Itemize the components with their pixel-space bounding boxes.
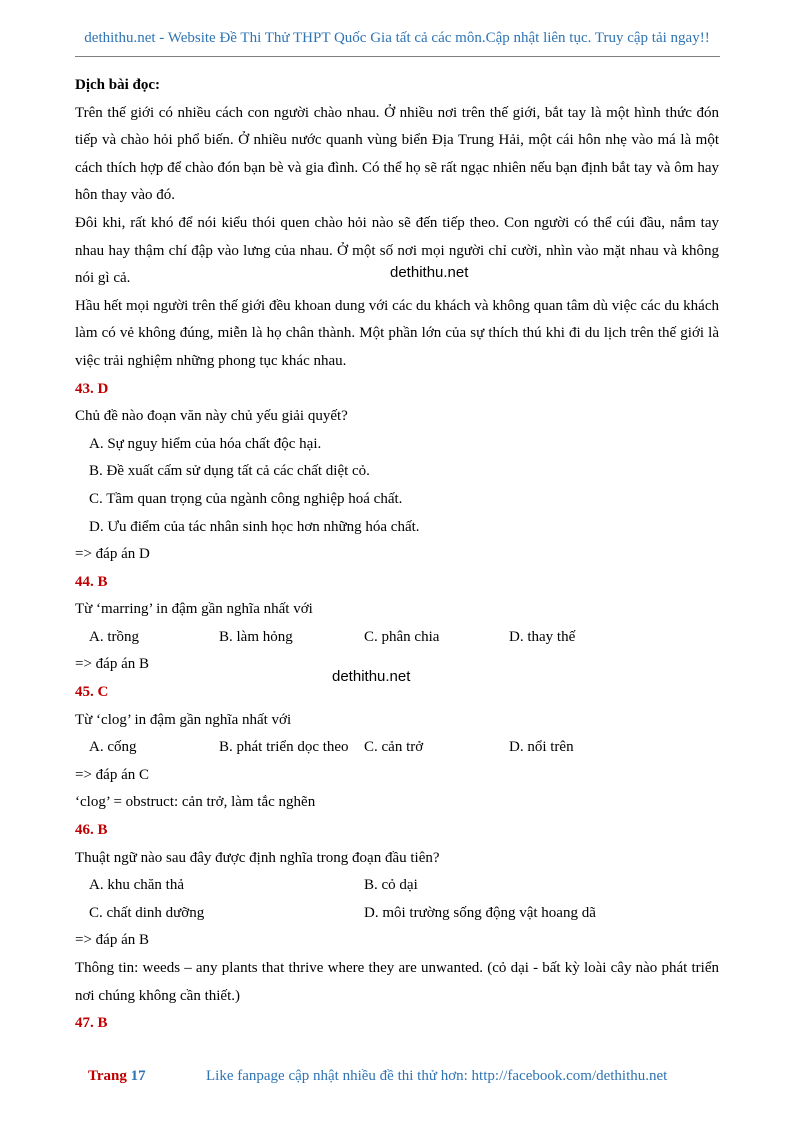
answer-options-row bbox=[75, 734, 719, 762]
question-heading: 47. B bbox=[75, 1015, 108, 1032]
answer-option: B. làm hỏng bbox=[219, 628, 293, 645]
question-text: Từ ‘clog’ in đậm gần nghĩa nhất với bbox=[75, 711, 292, 728]
page-header: dethithu.net - Website Đề Thi Thử THPT Quốc Gia tất cả các môn.Cập nhật liên tục. Truy cập tải ngay!! bbox=[84, 30, 710, 46]
page-content bbox=[75, 72, 719, 1038]
explanation-note: ‘clog’ = obstruct: cản trở, làm tắc nghẽn bbox=[75, 794, 316, 811]
translation-title: Dịch bài đọc: bbox=[75, 77, 161, 93]
page-label: Trang bbox=[88, 1068, 127, 1084]
question-text: Thuật ngữ nào sau đây được định nghĩa trong đoạn đầu tiên? bbox=[75, 849, 440, 866]
header-divider bbox=[75, 56, 720, 57]
answer-option: A. Sự nguy hiểm của hóa chất độc hại. bbox=[89, 435, 322, 452]
answer-key: => đáp án B bbox=[75, 656, 149, 673]
answer-key: => đáp án D bbox=[75, 546, 150, 563]
answer-option: C. Tầm quan trọng của ngành công nghiệp hoá chất. bbox=[89, 490, 403, 507]
answer-option: C. chất dinh dưỡng bbox=[89, 904, 205, 921]
translation-paragraph: Trên thế giới có nhiều cách con người chào nhau. Ở nhiều nơi trên thế giới, bắt tay là một hình thức đón tiếp và chào hỏi phổ biến. Ở nhiều nước quanh vùng biển Địa Trung Hải, một cái hôn nhẹ vào má là một cách thích hợp để chào đón bạn bè và gia đình. Có thể họ sẽ rất ngạc nhiên nếu bạn định bắt tay và ôm hay hôn thay vào đó. bbox=[75, 104, 719, 204]
question-text: Chủ đề nào đoạn văn này chủ yếu giải quyết? bbox=[75, 408, 348, 425]
answer-option: B. cỏ dại bbox=[364, 877, 418, 894]
answer-option: D. nổi trên bbox=[509, 739, 574, 756]
watermark: dethithu.net bbox=[332, 668, 411, 685]
answer-options-row bbox=[75, 900, 719, 928]
fanpage-link[interactable]: Like fanpage cập nhật nhiều đề thi thử hơn: http://facebook.com/dethithu.net bbox=[206, 1068, 668, 1084]
answer-options-row bbox=[75, 872, 719, 900]
answer-option: D. Ưu điểm của tác nhân sinh học hơn những hóa chất. bbox=[89, 518, 420, 535]
page-indicator bbox=[88, 1068, 146, 1085]
question-heading: 46. B bbox=[75, 822, 108, 839]
page-footer bbox=[0, 1068, 794, 1090]
answer-option: B. phát triển dọc theo bbox=[219, 739, 349, 756]
page-number: 17 bbox=[130, 1068, 146, 1084]
answer-key: => đáp án B bbox=[75, 932, 149, 949]
answer-options-row bbox=[75, 624, 719, 652]
question-heading: 43. D bbox=[75, 380, 109, 397]
answer-option: C. phân chia bbox=[364, 628, 440, 645]
watermark: dethithu.net bbox=[390, 264, 469, 281]
answer-option: D. thay thế bbox=[509, 628, 576, 645]
explanation-note: Thông tin: weeds – any plants that thrive where they are unwanted. (cỏ dại - bất kỳ loài cây nào phát triển nơi chúng không cần thiết.) bbox=[75, 960, 719, 1004]
question-heading: 44. B bbox=[75, 573, 108, 590]
answer-option: D. môi trường sống động vật hoang dã bbox=[364, 904, 596, 921]
answer-option: A. khu chăn thả bbox=[89, 877, 184, 894]
translation-paragraph: Đôi khi, rất khó để nói kiểu thói quen chào hỏi nào sẽ đến tiếp theo. Con người có thể cúi đầu, nắm tay nhau hay thậm chí đập vào lưng của nhau. Ở một số nơi mọi người chỉ cười, nhìn vào mặt nhau và không nói gì cả. bbox=[75, 214, 719, 287]
answer-option: C. cản trở bbox=[364, 739, 424, 756]
question-text: Từ ‘marring’ in đậm gần nghĩa nhất với bbox=[75, 601, 313, 618]
answer-key: => đáp án C bbox=[75, 766, 149, 783]
translation-paragraph: Hầu hết mọi người trên thế giới đều khoan dung với các du khách và không quan tâm dù việc các du khách làm có vẻ không đúng, miễn là họ chân thành. Một phần lớn của sự thích thú khi đi du lịch trên thế giới là việc trải nghiệm những phong tục khác nhau. bbox=[75, 297, 719, 369]
answer-option: A. trồng bbox=[89, 628, 139, 645]
answer-option: A. cống bbox=[89, 739, 137, 756]
answer-option: B. Đề xuất cấm sử dụng tất cả các chất diệt cỏ. bbox=[89, 463, 370, 480]
question-heading: 45. C bbox=[75, 684, 109, 701]
